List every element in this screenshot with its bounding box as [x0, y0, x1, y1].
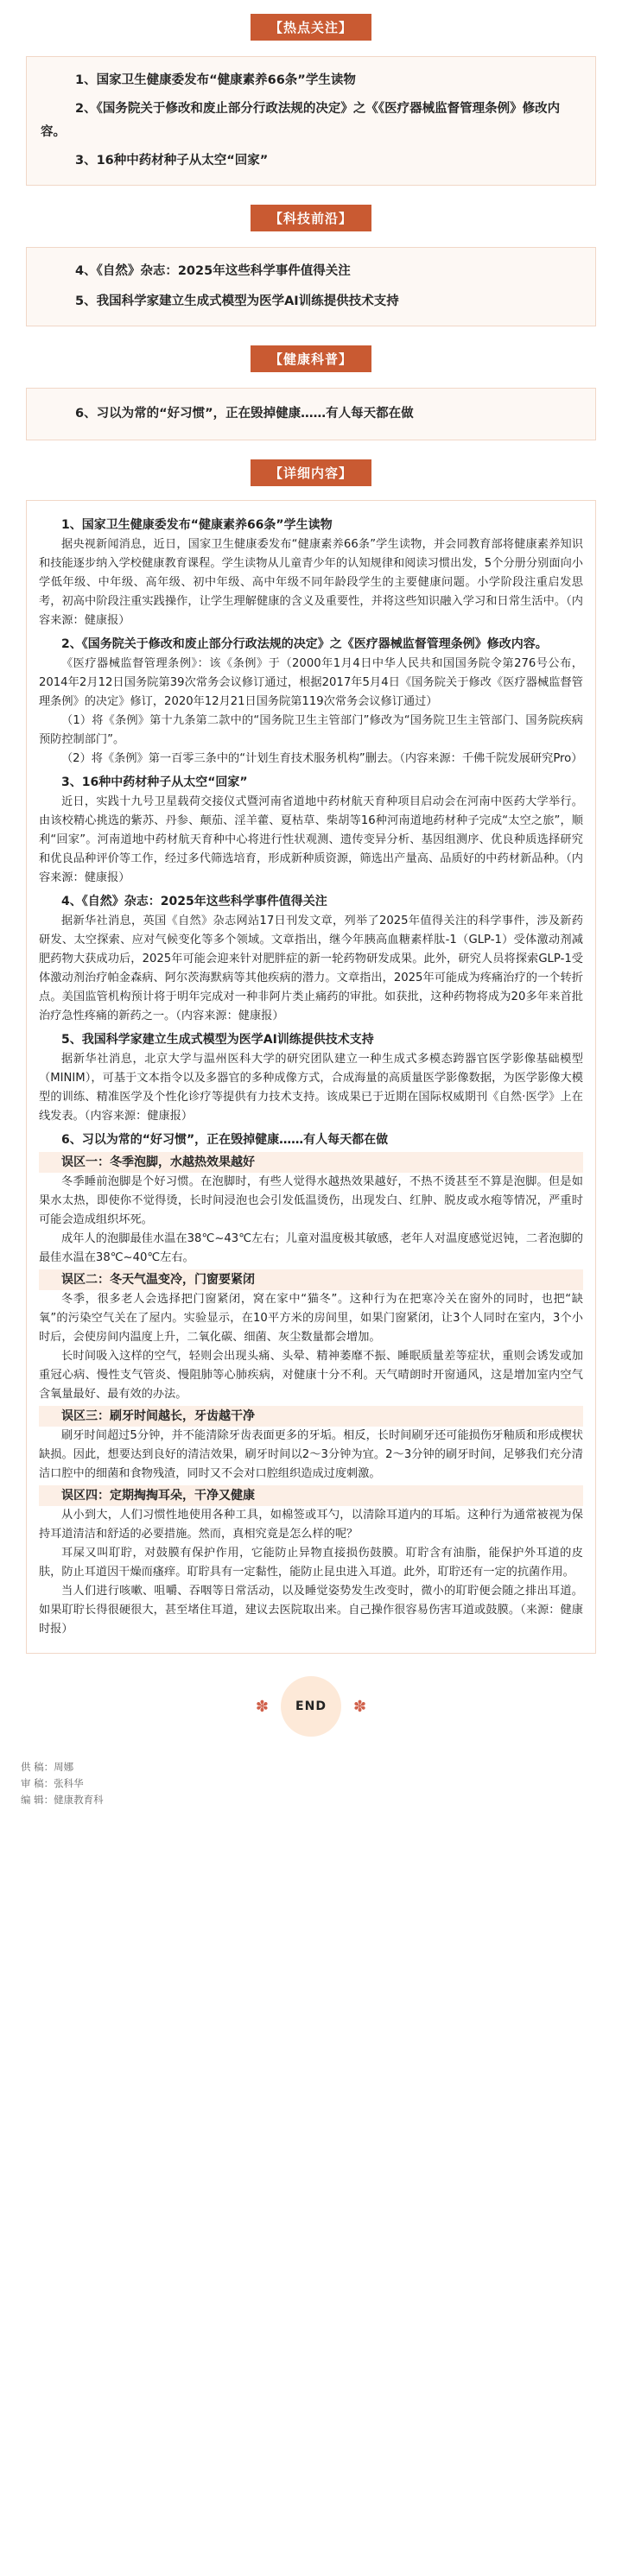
article-4-title: 4、《自然》杂志：2025年这些科学事件值得关注 — [61, 895, 327, 908]
myth-4-body-2: 耳屎又叫耵聍，对鼓膜有保护作用，它能防止异物直接损伤鼓膜。耵聍含有油脂，能保护外耳道的皮肤，防止耳道因干燥而瘙痒。耵聍具有一定黏性，能防止昆虫进入耳道。此外，耵聍还有一定的抗菌作用。 — [39, 1547, 583, 1579]
article-2-title: 2、《国务院关于修改和废止部分行政法规的决定》之《医疗器械监督管理条例》修改内容。 — [61, 637, 548, 651]
myth-1-body-1: 冬季睡前泡脚是个好习惯。在泡脚时，有些人觉得水越热效果越好，不热不烫甚至不算是泡脚。但是如果水太热，即使你不觉得烫，长时间浸泡也会引发低温烫伤，出现发白、红肿、脱皮或水疱等情况，严重时可能会造成组织坏死。 — [39, 1175, 583, 1226]
article-5-body: 据新华社消息，北京大学与温州医科大学的研究团队建立一种生成式多模态跨器官医学影像基础模型（MINIM），可基于文本指令以及多器官的多种成像方式，合成海量的高质量医学影像数据，为医学影像大模型的训练、精准医学及个性化诊疗等提供有力技术支持。该成果已于近期在国际权威期刊《自然·医学》上在线发表。（内容来源：健康报） — [39, 1053, 583, 1123]
hot-item-1: 1、国家卫生健康委发布“健康素养66条”学生读物 — [75, 73, 356, 87]
article-1-title: 1、国家卫生健康委发布“健康素养66条”学生读物 — [61, 518, 333, 532]
detail-box — [26, 500, 596, 1654]
credit-review: 审 稿：张科华 — [21, 1777, 84, 1789]
article-5-title: 5、我国科学家建立生成式模型为医学AI训练提供技术支持 — [61, 1033, 374, 1047]
flower-icon-right: ✽ — [353, 1697, 367, 1716]
tech-box — [26, 247, 596, 326]
section-title-health — [0, 326, 622, 372]
myth-4-title: 误区四：定期掏掏耳朵，干净又健康 — [39, 1485, 583, 1506]
health-title-pill: 【健康科普】 — [251, 345, 371, 372]
end-badge — [281, 1676, 341, 1737]
article-3-title: 3、16种中药材种子从太空“回家” — [61, 775, 248, 789]
article-6-title: 6、习以为常的“好习惯”，正在毁掉健康……有人每天都在做 — [61, 1133, 389, 1147]
credit-editor: 编 辑：健康教育科 — [21, 1794, 104, 1806]
hot-box — [26, 56, 596, 186]
article-2-body-3: （2）将《条例》第一百零三条中的“计划生育技术服务机构”删去。（内容来源：千佛千院发展研究Pro） — [61, 752, 583, 765]
health-box — [26, 388, 596, 440]
myth-3-body-1: 刷牙时间超过5分钟，并不能清除牙齿表面更多的牙垢。相反，长时间刷牙还可能损伤牙釉质和形成楔状缺损。因此，想要达到良好的清洁效果，刷牙时间以2～3分钟为宜。2～3分钟的刷牙时间，足够我们充分清洁口腔中的细菌和食物残渣，同时又不会对口腔组织造成过度刺激。 — [39, 1429, 583, 1480]
myth-2-body-1: 冬季，很多老人会选择把门窗紧闭，窝在家中“猫冬”。这种行为在把寒冷关在窗外的同时，也把“缺氧”的污染空气关在了屋内。实验显示，在10平方米的房间里，如果门窗紧闭，让3个人同时在室内，3个小时后，会使房间内温度上升，二氧化碳、细菌、灰尘数量都会增加。 — [39, 1293, 583, 1344]
hot-item-3: 3、16种中药材种子从太空“回家” — [75, 154, 269, 168]
hot-item-2: 2、《国务院关于修改和废止部分行政法规的决定》之《《医疗器械监督管理条例》修改内容。 — [41, 102, 561, 139]
article-2-body-2: （1）将《条例》第十九条第二款中的“国务院卫生主管部门”修改为“国务院卫生主管部门、国务院疾病预防控制部门”。 — [39, 714, 583, 746]
myth-2-title: 误区二：冬天气温变冷，门窗要紧闭 — [39, 1269, 583, 1290]
article-3-body: 近日，实践十九号卫星载荷交接仪式暨河南省道地中药材航天育种项目启动会在河南中医药大学举行。由该校精心挑选的紫苏、丹参、颠茄、淫羊藿、夏枯草、柴胡等16种河南道地药材种子完成“太空之旅”，顺利“回家”。河南道地中药材航天育种中心将进行性状观测、遗传变异分析、基因组测序、优良种质选择研究和优良品种评价等工作，经过多代筛选培育，形成新种质资源，筛选出产量高、品质好的中药材新品种。（内容来源：健康报） — [39, 795, 583, 884]
myth-4-body-3: 当人们进行咳嗽、咀嚼、吞咽等日常活动，以及睡觉姿势发生改变时，微小的耵聍便会随之排出耳道。如果耵聍长得很硬很大，甚至堵住耳道，建议去医院取出来。自己操作很容易伤害耳道或鼓膜。（来源：健康时报） — [39, 1585, 583, 1636]
credit-source: 供 稿：周娜 — [21, 1761, 74, 1773]
tech-item-4: 4、《自然》杂志：2025年这些科学事件值得关注 — [75, 264, 351, 278]
section-title-hot — [0, 0, 622, 41]
detail-title-pill: 【详细内容】 — [251, 459, 371, 486]
end-marker — [0, 1676, 622, 1737]
tech-title-pill: 【科技前沿】 — [251, 205, 371, 231]
tech-item-5: 5、我国科学家建立生成式模型为医学AI训练提供技术支持 — [75, 294, 399, 308]
myth-4-body-1: 从小到大，人们习惯性地使用各种工具，如棉签或耳勺，以清除耳道内的耳垢。这种行为通常被视为保持耳道清洁和舒适的必要措施。然而，真相究竟是怎么样的呢？ — [39, 1509, 583, 1541]
article-1-body: 据央视新闻消息，近日，国家卫生健康委发布“健康素养66条”学生读物，并会同教育部将健康素养知识和技能逐步纳入学校健康教育课程。学生读物从儿童青少年的认知规律和阅读习惯出发，5个分册分别面向小学低年级、中年级、高年级、初中年级、高中年级不同年龄段学生的主要健康问题。小学阶段注重启发思考，初高中阶段注重实践操作，让学生理解健康的含义及重要性，并将这些知识融入学习和日常生活中。（内容来源：健康报） — [39, 538, 583, 627]
credits — [21, 1759, 622, 1808]
myth-3-title: 误区三：刷牙时间越长，牙齿越干净 — [39, 1406, 583, 1427]
article-2-body-1: 《医疗器械监督管理条例》：该《条例》于（2000年1月4日中华人民共和国国务院令第276号公布，2014年2月12日国务院第39次常务会议修订通过，根据2017年5月4日《国务院关于修改《医疗器械监督管理条例》的决定》修订，2020年12月21日国务院第119次常务会议修订通过） — [39, 657, 583, 708]
flower-icon-left: ✽ — [255, 1697, 269, 1716]
end-label: END — [295, 1699, 327, 1713]
section-title-detail — [0, 440, 622, 486]
myth-1-title: 误区一：冬季泡脚，水越热效果越好 — [39, 1152, 583, 1173]
myth-2-body-2: 长时间吸入这样的空气，轻则会出现头痛、头晕、精神萎靡不振、睡眠质量差等症状，重则会诱发或加重冠心病、慢性支气管炎、慢阻肺等心肺疾病，对健康十分不利。天气晴朗时开窗通风，这是增加室内空气含氧量最好、最有效的办法。 — [39, 1350, 583, 1401]
myth-1-body-2: 成年人的泡脚最佳水温在38℃~43℃左右；儿童对温度极其敏感，老年人对温度感觉迟钝，二者泡脚的最佳水温在38℃~40℃左右。 — [39, 1232, 583, 1264]
article-4-body: 据新华社消息，英国《自然》杂志网站17日刊发文章，列举了2025年值得关注的科学事件，涉及新药研发、太空探索、应对气候变化等多个领域。文章指出，继今年胰高血糖素样肽-1（GLP-1）受体激动剂减肥药物大获成功后，2025年可能会迎来针对肥胖症的新一轮药物研发成果。此外，研究人员将探索GLP-1受体激动剂治疗帕金森病、阿尔茨海默病等其他疾病的潜力。文章指出，2025年可能成为疼痛治疗的一个转折点。美国监管机构预计将于明年完成对一种非阿片类止痛药的审批。如获批，这种药物将成为20多年来首批治疗急性疼痛的新药之一。（内容来源：健康报） — [39, 915, 583, 1022]
hot-title-pill: 【热点关注】 — [251, 14, 371, 41]
health-item-6: 6、习以为常的“好习惯”，正在毁掉健康……有人每天都在做 — [75, 407, 414, 421]
section-title-tech — [0, 186, 622, 231]
